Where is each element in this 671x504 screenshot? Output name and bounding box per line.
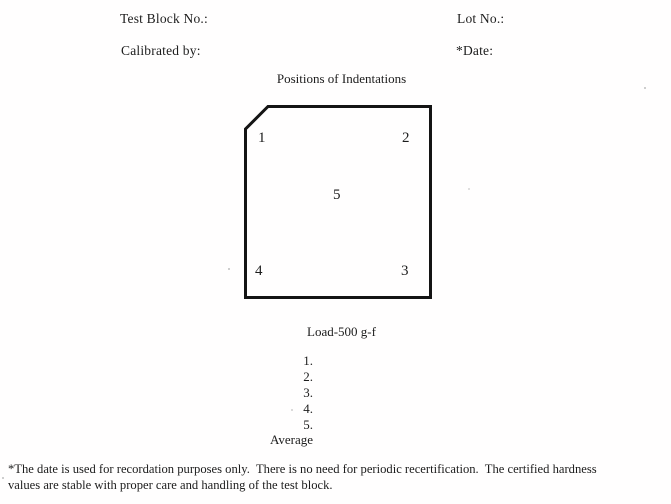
reading-row-3: 3.: [303, 384, 313, 400]
load-label: Load-500 g-f: [307, 324, 376, 339]
reading-row-4: 4.: [303, 400, 313, 416]
indentation-position-4: 4: [255, 263, 263, 279]
footnote-line-2: values are stable with proper care and handling of the test block.: [8, 478, 333, 493]
indentation-position-3: 3: [401, 263, 409, 279]
lot-no-label: Lot No.:: [457, 11, 505, 26]
indentation-position-1: 1: [258, 130, 266, 146]
readings-list: [215, 353, 313, 448]
scan-speck: [644, 87, 646, 89]
average-label: Average: [269, 432, 313, 448]
footnote-line-1: *The date is used for recordation purposes only. There is no need for periodic recertification. The certified hardness: [8, 462, 597, 476]
scan-speck: [291, 409, 293, 411]
footnote: [8, 461, 668, 493]
reading-row-5: 5.: [303, 416, 313, 432]
reading-row-2: 2.: [303, 368, 313, 384]
scan-speck: [2, 477, 4, 479]
date-label: *Date:: [456, 43, 494, 58]
reading-row-1: 1.: [303, 353, 313, 368]
calibrated-by-label: Calibrated by:: [121, 43, 201, 58]
diagram-title: Positions of Indentations: [276, 71, 407, 86]
scan-speck: [228, 268, 230, 270]
indentation-position-2: 2: [402, 130, 410, 146]
test-block-no-label: Test Block No.:: [120, 11, 208, 26]
indentation-position-5: 5: [333, 187, 341, 203]
scan-speck: [468, 188, 470, 190]
